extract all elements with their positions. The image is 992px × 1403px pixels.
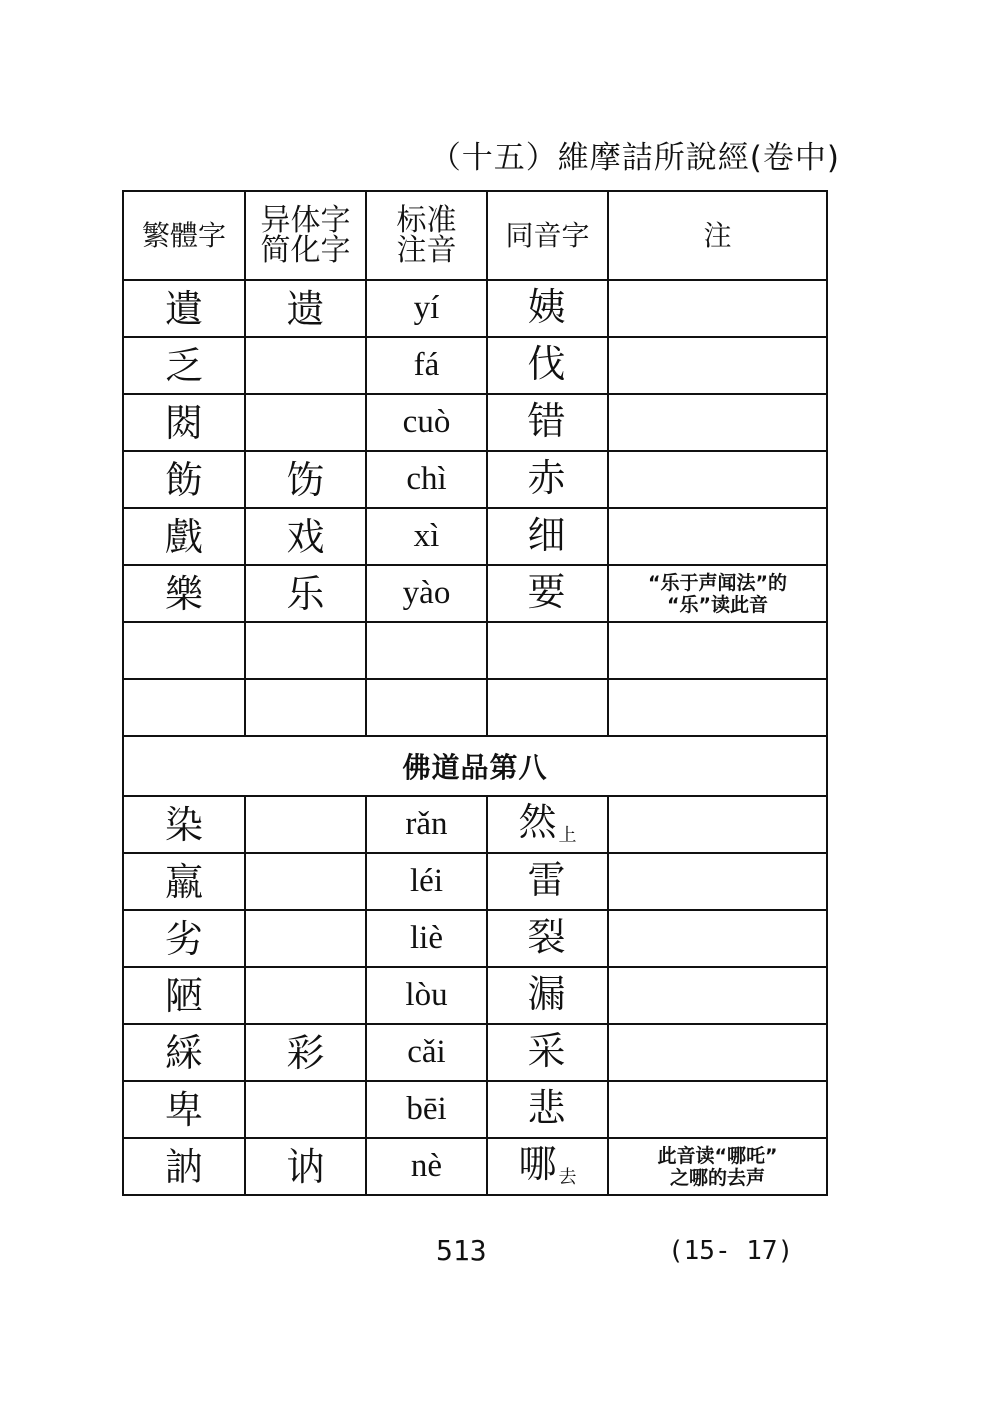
pinyin-cell: [366, 1081, 487, 1138]
traditional-cell-text: 羸: [164, 859, 203, 904]
note-cell: [608, 1138, 827, 1195]
note-cell: [608, 451, 827, 508]
homophone-cell: [487, 565, 608, 622]
simplified-cell: [245, 679, 366, 736]
pinyin-cell: [366, 853, 487, 910]
traditional-cell-text: 戲: [164, 514, 203, 559]
homophone-cell: [487, 622, 608, 679]
homophone-cell-text: 哪: [518, 1142, 557, 1186]
homophone-cell-text: 漏: [527, 971, 566, 1016]
table-row: [123, 796, 827, 853]
pinyin-cell-text: fá: [413, 347, 440, 383]
section-title: 佛道品第八: [123, 736, 827, 796]
traditional-cell-text: 染: [164, 802, 203, 847]
col-header-homophone: 同音字: [487, 191, 608, 280]
page-number: 513: [436, 1234, 487, 1267]
note-cell: [608, 337, 827, 394]
traditional-cell-text: 樂: [164, 571, 203, 616]
col-header-simplified: 异体字 简化字: [245, 191, 366, 280]
pinyin-cell: [366, 967, 487, 1024]
simplified-cell: [245, 853, 366, 910]
traditional-cell: [123, 508, 245, 565]
table-row: [123, 451, 827, 508]
traditional-cell: [123, 796, 245, 853]
pinyin-cell-text: bēi: [406, 1091, 447, 1127]
note-cell: [608, 853, 827, 910]
note-cell: [608, 910, 827, 967]
pinyin-cell-text: yí: [413, 290, 440, 326]
note-line: 此音读“哪吒”: [657, 1144, 778, 1167]
traditional-cell: [123, 622, 245, 679]
homophone-cell-text: 悲: [527, 1085, 566, 1130]
table-row: [123, 394, 827, 451]
table-row: [123, 565, 827, 622]
traditional-cell-text: 卑: [164, 1087, 203, 1132]
simplified-cell: [245, 394, 366, 451]
traditional-cell-text: 遺: [164, 286, 203, 331]
homophone-cell: [487, 451, 608, 508]
homophone-cell: [487, 853, 608, 910]
table-row: [123, 967, 827, 1024]
homophone-cell: [487, 967, 608, 1024]
traditional-cell: [123, 967, 245, 1024]
traditional-cell-text: 閦: [164, 400, 203, 445]
homophone-cell: [487, 1081, 608, 1138]
homophone-cell: [487, 280, 608, 337]
traditional-cell: [123, 910, 245, 967]
traditional-cell-text: 乏: [164, 343, 203, 388]
simplified-cell: [245, 280, 366, 337]
pinyin-cell-text: lòu: [405, 977, 448, 1013]
homophone-cell-text: 然: [518, 800, 557, 844]
pinyin-cell-text: yào: [402, 575, 451, 611]
table-row: [123, 508, 827, 565]
note-line: “乐于声闻法”的: [648, 571, 787, 594]
traditional-cell: [123, 337, 245, 394]
pinyin-cell-text: liè: [410, 920, 443, 956]
simplified-cell: [245, 1138, 366, 1195]
section-row: [123, 736, 827, 796]
simplified-cell: [245, 622, 366, 679]
note-line: “乐”读此音: [667, 593, 768, 616]
pinyin-cell: [366, 1138, 487, 1195]
homophone-cell-text: 采: [527, 1028, 566, 1073]
simplified-cell: [245, 796, 366, 853]
table-row: [123, 622, 827, 679]
traditional-cell-text: 訥: [164, 1144, 203, 1189]
note-cell: [608, 622, 827, 679]
simplified-cell-text: 遗: [286, 286, 325, 331]
page-reference: (15- 17): [668, 1236, 794, 1266]
simplified-cell: [245, 967, 366, 1024]
tone-mark: 上: [558, 825, 577, 846]
simplified-cell: [245, 565, 366, 622]
table-row: [123, 853, 827, 910]
homophone-cell: [487, 337, 608, 394]
note-cell: [608, 280, 827, 337]
note-cell: [608, 1081, 827, 1138]
simplified-cell-text: 彩: [286, 1030, 325, 1075]
homophone-cell: [487, 796, 608, 853]
table-header-row: [123, 191, 827, 280]
pinyin-cell: [366, 394, 487, 451]
simplified-cell: [245, 508, 366, 565]
pinyin-cell: [366, 337, 487, 394]
homophone-cell-text: 细: [527, 512, 566, 557]
pinyin-cell-text: rǎn: [405, 806, 448, 842]
note-cell: [608, 1024, 827, 1081]
table-row: [123, 1024, 827, 1081]
simplified-cell-text: 乐: [286, 571, 325, 616]
homophone-cell-text: 赤: [527, 455, 566, 500]
table-row: [123, 679, 827, 736]
simplified-cell: [245, 337, 366, 394]
table-row: [123, 1081, 827, 1138]
traditional-cell: [123, 280, 245, 337]
page-header: （十五）維摩詰所說經(卷中): [429, 140, 840, 176]
pinyin-cell-text: léi: [410, 863, 443, 899]
table-row: [123, 337, 827, 394]
pinyin-cell: [366, 679, 487, 736]
simplified-cell-text: 讷: [286, 1144, 325, 1189]
table-row: [123, 280, 827, 337]
simplified-cell: [245, 910, 366, 967]
table-row: [123, 1138, 827, 1195]
homophone-cell-text: 伐: [527, 341, 566, 386]
note-cell: [608, 394, 827, 451]
traditional-cell-text: 陋: [164, 973, 203, 1018]
traditional-cell: [123, 1138, 245, 1195]
note-cell: [608, 796, 827, 853]
pinyin-cell: [366, 451, 487, 508]
col-header-pinyin: 标准 注音: [366, 191, 487, 280]
homophone-cell: [487, 508, 608, 565]
note-cell: [608, 679, 827, 736]
pinyin-cell: [366, 280, 487, 337]
pinyin-cell: [366, 796, 487, 853]
simplified-cell-text: 戏: [286, 514, 325, 559]
table-row: [123, 910, 827, 967]
simplified-cell: [245, 1081, 366, 1138]
simplified-cell-text: 饬: [286, 457, 325, 502]
pinyin-cell-text: nè: [410, 1148, 443, 1184]
pinyin-cell: [366, 910, 487, 967]
homophone-cell-text: 错: [527, 398, 566, 443]
pinyin-cell: [366, 508, 487, 565]
homophone-cell: [487, 679, 608, 736]
traditional-cell: [123, 853, 245, 910]
pinyin-cell-text: cuò: [402, 404, 451, 440]
note-cell: [608, 508, 827, 565]
traditional-cell: [123, 394, 245, 451]
tone-mark: 去: [558, 1167, 577, 1188]
pinyin-cell-text: chì: [406, 461, 447, 497]
traditional-cell-text: 劣: [164, 916, 203, 961]
note-cell: [608, 967, 827, 1024]
col-header-note: 注: [608, 191, 827, 280]
pinyin-cell: [366, 1024, 487, 1081]
pinyin-cell: [366, 565, 487, 622]
glossary-table: [122, 190, 828, 1196]
pinyin-cell-text: cǎi: [407, 1034, 446, 1070]
note-cell: [608, 565, 827, 622]
homophone-cell-text: 要: [527, 569, 566, 614]
simplified-cell: [245, 1024, 366, 1081]
homophone-cell-text: 裂: [527, 914, 566, 959]
traditional-cell: [123, 451, 245, 508]
homophone-cell-text: 姨: [527, 284, 566, 329]
homophone-cell: [487, 1138, 608, 1195]
homophone-cell: [487, 910, 608, 967]
traditional-cell: [123, 1081, 245, 1138]
traditional-cell: [123, 679, 245, 736]
traditional-cell: [123, 565, 245, 622]
traditional-cell: [123, 1024, 245, 1081]
traditional-cell-text: 飭: [164, 457, 203, 502]
note-line: 之哪的去声: [669, 1166, 765, 1189]
simplified-cell: [245, 451, 366, 508]
col-header-traditional: 繁體字: [123, 191, 245, 280]
traditional-cell-text: 綵: [164, 1030, 203, 1075]
pinyin-cell-text: xì: [413, 518, 440, 554]
pinyin-cell: [366, 622, 487, 679]
homophone-cell-text: 雷: [527, 857, 566, 902]
homophone-cell: [487, 1024, 608, 1081]
homophone-cell: [487, 394, 608, 451]
